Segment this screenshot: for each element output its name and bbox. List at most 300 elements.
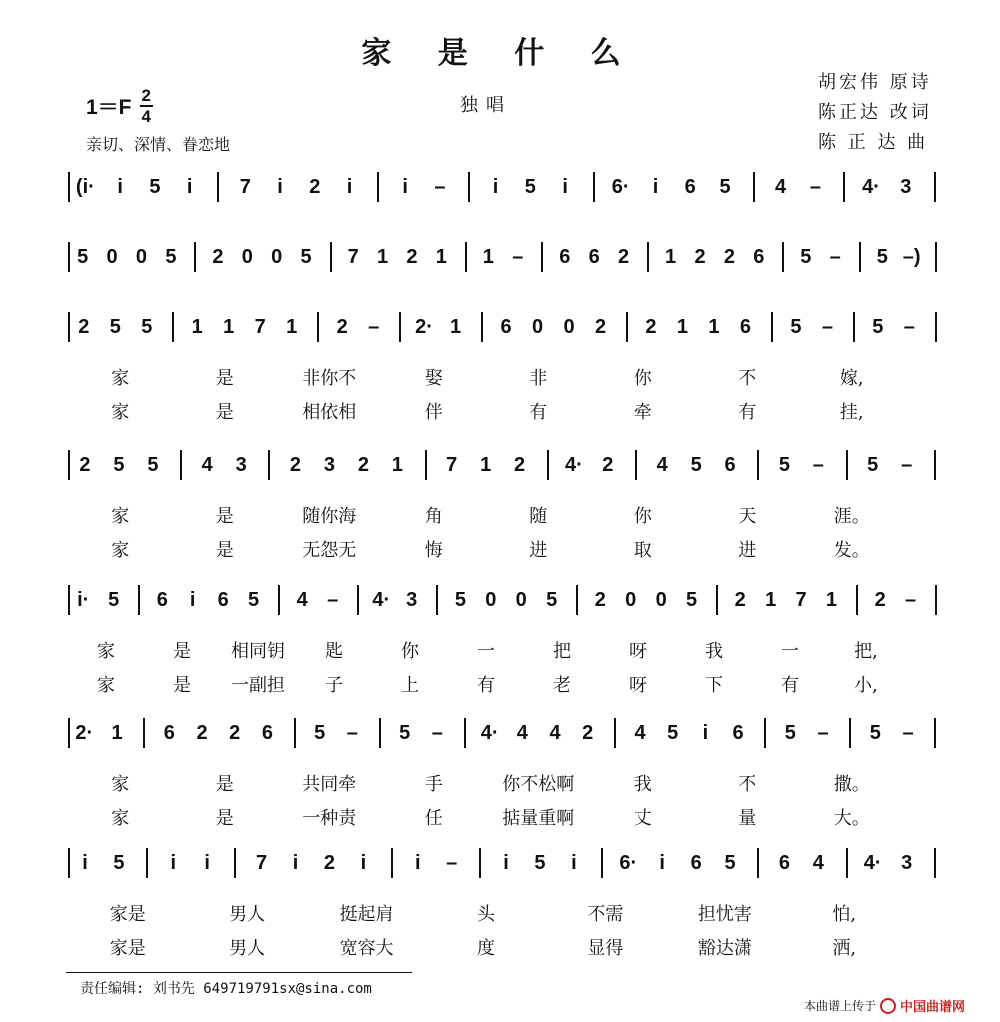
note: i <box>652 176 659 198</box>
bar-line <box>294 718 296 748</box>
lyric-syllable: 小, <box>854 675 878 696</box>
notes-line <box>68 848 944 884</box>
lyric-syllable: 是 <box>215 402 234 423</box>
bar-line <box>234 848 236 878</box>
note: 5 <box>108 589 120 611</box>
tempo-marking: 亲切、深情、眷恋地 <box>86 135 231 154</box>
note: i <box>402 176 408 198</box>
note: 5 <box>109 316 121 338</box>
note: – <box>431 722 443 744</box>
lyric-syllable: 家是 <box>109 904 146 925</box>
note: i <box>82 852 88 874</box>
lyric-syllable: 度 <box>477 938 495 959</box>
note: 1 <box>391 454 403 476</box>
lyric-syllable: 伴 <box>424 402 443 423</box>
lyric-syllable: 男人 <box>229 904 266 925</box>
lyric-syllable: 家 <box>111 402 130 423</box>
note: 3 <box>235 454 247 476</box>
note: – <box>817 722 829 744</box>
notes-line <box>68 585 944 621</box>
note: 1 <box>482 246 494 268</box>
lyric-syllable: 涯。 <box>833 506 870 527</box>
bar-line <box>479 848 481 878</box>
bar-line <box>217 172 219 202</box>
score-row <box>0 585 1000 696</box>
credit-lyrics: 陈正达 改词 <box>818 102 932 123</box>
note: i <box>414 852 421 874</box>
note: – <box>368 316 380 338</box>
note: 0 <box>531 316 544 338</box>
note: i <box>492 176 499 198</box>
lyric-syllable: 是 <box>173 675 191 696</box>
lyric-syllable: 显得 <box>587 938 624 959</box>
bar-line <box>626 312 628 342</box>
bar-line <box>468 172 470 202</box>
note: 6 <box>724 454 736 476</box>
note: 7 <box>795 589 807 611</box>
note: 5 <box>778 454 790 476</box>
lyric-syllable: 任 <box>424 808 443 829</box>
note: 6 <box>739 316 752 338</box>
note: 5 <box>690 454 702 476</box>
bar-line <box>541 242 543 272</box>
bar-line <box>935 585 937 615</box>
note: 2 <box>514 454 526 476</box>
lyric-syllable: 把 <box>553 641 571 662</box>
note: 2 <box>602 454 614 476</box>
bar-line <box>278 585 280 615</box>
note: 2 <box>229 722 241 744</box>
note: 5 <box>399 722 411 744</box>
bar-line <box>934 172 936 202</box>
note: i <box>277 176 283 198</box>
note: – <box>904 589 917 611</box>
bar-line <box>379 718 381 748</box>
note: 4 <box>296 589 308 611</box>
bar-line <box>68 848 70 878</box>
source-prefix: 本曲谱上传于 <box>804 999 877 1013</box>
note: 0 <box>485 589 497 611</box>
note: 1 <box>286 316 298 338</box>
note: 5 <box>546 589 558 611</box>
note: 1 <box>665 246 677 268</box>
note: 5 <box>77 246 89 268</box>
lyric-syllable: 是 <box>215 808 234 829</box>
lyric-syllable: 呀 <box>629 675 647 696</box>
lyric-syllable: 无怨无 <box>302 540 357 561</box>
bar-line <box>436 585 438 615</box>
note: – <box>346 722 358 744</box>
note: – <box>434 176 446 198</box>
note: 5 <box>867 454 879 476</box>
lyric-syllable: 掂量重啊 <box>502 808 575 829</box>
lyric-syllable: 不需 <box>587 904 624 925</box>
note: 5 <box>454 589 466 611</box>
bar-line <box>481 312 483 342</box>
lyric-syllable: 有 <box>738 402 757 423</box>
lyric-syllable: 有 <box>477 675 495 696</box>
note: 0 <box>271 246 283 268</box>
lyric-syllable: 家 <box>111 540 130 561</box>
lyric-syllable: 你 <box>633 506 652 527</box>
lyric-syllable: 头 <box>477 904 495 925</box>
note: 2 <box>734 589 746 611</box>
note: (i· <box>75 176 95 198</box>
lyric-syllable: 宽容大 <box>339 938 394 959</box>
bar-line <box>771 312 773 342</box>
bar-line <box>764 718 766 748</box>
note: 4· <box>480 722 499 744</box>
lyric-syllable: 老 <box>553 675 571 696</box>
note: 2 <box>582 722 594 744</box>
bar-line <box>399 312 401 342</box>
lyric-syllable: 是 <box>215 506 234 527</box>
score-row <box>0 718 1000 829</box>
note: 7 <box>239 176 251 198</box>
lyric-syllable: 牵 <box>633 402 652 423</box>
note: 1 <box>111 722 123 744</box>
note: 2 <box>196 722 208 744</box>
note: 5 <box>667 722 679 744</box>
note: 2 <box>289 454 302 476</box>
bar-line <box>317 312 319 342</box>
note: 2 <box>212 246 224 268</box>
note: i <box>346 176 353 198</box>
note: i <box>571 852 577 874</box>
note: i <box>562 176 568 198</box>
note: – <box>812 454 824 476</box>
note: 2 <box>323 852 335 874</box>
lyric-syllable: 洒, <box>832 938 857 959</box>
note: 5 <box>784 722 796 744</box>
note: 5 <box>872 316 884 338</box>
bar-line <box>593 172 595 202</box>
source-credit <box>804 996 965 1015</box>
note: 4· <box>863 852 882 874</box>
note: 5 <box>149 176 161 198</box>
note: – <box>446 852 458 874</box>
lyric-syllable: 撒。 <box>833 774 870 795</box>
note: 4 <box>516 722 528 744</box>
note: 0 <box>515 589 527 611</box>
lyric-syllable: 悔 <box>424 540 443 561</box>
lyric-syllable: 相依相 <box>302 402 357 423</box>
score-row <box>0 848 1000 959</box>
lyric-syllable: 家 <box>111 368 130 389</box>
note: 0 <box>106 246 118 268</box>
note: 6 <box>684 176 696 198</box>
note: 6 <box>732 722 744 744</box>
note: – <box>902 722 914 744</box>
note: 6 <box>163 722 175 744</box>
bar-line <box>757 848 759 878</box>
note: 5 <box>790 316 802 338</box>
note: 2 <box>594 316 607 338</box>
note: 5 <box>113 852 125 874</box>
note: 7 <box>347 246 359 268</box>
lyric-syllable: 是 <box>215 774 234 795</box>
bar-line <box>68 450 70 480</box>
lyric-syllable: 进 <box>529 540 548 561</box>
note: 1 <box>480 454 492 476</box>
note: 6 <box>559 246 571 268</box>
note: i <box>292 852 299 874</box>
note: 1 <box>676 316 689 338</box>
lyric-syllable: 家是 <box>109 938 146 959</box>
editor-credit: 责任编辑: 刘书先 649719791sx@sina.com <box>80 981 372 997</box>
bar-line <box>753 172 755 202</box>
lyric-syllable: 挂, <box>839 402 864 423</box>
note: 2 <box>694 246 706 268</box>
site-logo: 中国曲谱网 <box>900 1000 966 1015</box>
note: 4· <box>372 589 391 611</box>
lyric-syllable: 角 <box>424 506 443 527</box>
note: 6 <box>690 852 702 874</box>
bar-line <box>464 718 466 748</box>
note: i· <box>77 589 90 611</box>
lyric-syllable: 相同钥 <box>231 641 285 662</box>
bar-line <box>268 450 270 480</box>
bar-line <box>757 450 759 480</box>
lyric-syllable: 随 <box>529 506 548 527</box>
bar-line <box>853 312 855 342</box>
lyric-syllable: 是 <box>215 368 234 389</box>
bar-line <box>180 450 182 480</box>
lyric-syllable: 大。 <box>833 808 870 829</box>
note: – <box>512 246 524 268</box>
bar-line <box>547 450 549 480</box>
lyric-syllable: 下 <box>705 675 723 696</box>
bar-line <box>143 718 145 748</box>
lyric-syllable: 一副担 <box>231 675 285 696</box>
note: 2 <box>309 176 321 198</box>
note: i <box>360 852 367 874</box>
lyric-syllable: 手 <box>424 774 443 795</box>
bar-line <box>843 172 845 202</box>
lyric-syllable: 我 <box>705 641 723 662</box>
bar-line <box>935 242 937 272</box>
lyric-syllable: 进 <box>738 540 757 561</box>
note: 6 <box>156 589 168 611</box>
note: 2 <box>645 316 657 338</box>
bar-line <box>425 450 427 480</box>
song-title: 家 是 什 么 <box>361 36 639 71</box>
bar-line <box>194 242 196 272</box>
bar-line <box>849 718 851 748</box>
bar-line <box>68 312 70 342</box>
lyric-syllable: 嫁, <box>839 368 864 389</box>
note: 5 <box>147 454 159 476</box>
lyric-syllable: 一 <box>781 641 799 662</box>
note: 5 <box>534 852 546 874</box>
bar-line <box>68 172 70 202</box>
note: 5 <box>869 722 881 744</box>
lyric-syllable: 量 <box>738 808 757 829</box>
lyric-syllable: 取 <box>633 540 652 561</box>
note: 5 <box>800 246 812 268</box>
time-denominator: 4 <box>141 107 151 126</box>
note: – <box>809 176 821 198</box>
bar-line <box>68 585 70 615</box>
note: 1 <box>435 246 447 268</box>
note: 4 <box>775 176 787 198</box>
note: 5 <box>685 589 698 611</box>
bar-line <box>716 585 718 615</box>
lyric-syllable: 随你海 <box>302 506 357 527</box>
bar-line <box>782 242 784 272</box>
note: 1 <box>765 589 777 611</box>
note: 3 <box>406 589 418 611</box>
lyric-syllable: 天 <box>738 506 757 527</box>
note: 2 <box>594 589 606 611</box>
note: 5 <box>300 246 312 268</box>
note: –) <box>902 246 921 268</box>
note: 5 <box>165 246 177 268</box>
note: – <box>903 316 915 338</box>
note: 2· <box>415 316 433 338</box>
bar-line <box>934 450 936 480</box>
note: 2 <box>406 246 418 268</box>
note: 3 <box>900 176 912 198</box>
lyric-syllable: 家 <box>111 808 130 829</box>
lyric-syllable: 有 <box>781 675 799 696</box>
note: 2 <box>874 589 886 611</box>
note: 0 <box>563 316 575 338</box>
lyric-syllable: 是 <box>173 641 191 662</box>
notes-line <box>68 312 944 348</box>
bar-line <box>934 718 936 748</box>
note: 1 <box>825 589 838 611</box>
score-row <box>0 450 1000 561</box>
note: 3 <box>323 454 335 476</box>
note: 5 <box>113 454 125 476</box>
bar-line <box>859 242 861 272</box>
bar-line <box>146 848 148 878</box>
note: 5 <box>524 176 536 198</box>
lyric-syllable: 家 <box>111 506 130 527</box>
notes-line <box>68 242 944 278</box>
score-row <box>0 312 1000 423</box>
bar-line <box>68 242 70 272</box>
lyric-syllable: 上 <box>401 675 419 696</box>
notes-line <box>68 172 944 208</box>
note: 6 <box>778 852 790 874</box>
note: – <box>829 246 841 268</box>
lyric-syllable: 你 <box>633 368 652 389</box>
note: i <box>503 852 509 874</box>
note: 1 <box>708 316 720 338</box>
note: 4 <box>201 454 213 476</box>
lyric-syllable: 一 <box>477 641 495 662</box>
note: 5 <box>876 246 888 268</box>
note: 6 <box>217 589 229 611</box>
bar-line <box>647 242 649 272</box>
site-logo-icon <box>880 998 896 1014</box>
note: 5 <box>247 589 260 611</box>
note: 0 <box>625 589 637 611</box>
performance-type: 独唱 <box>460 95 512 116</box>
lyric-syllable: 非你不 <box>302 368 357 389</box>
bar-line <box>377 172 379 202</box>
score-row <box>0 172 1000 232</box>
lyric-syllable: 娶 <box>424 368 443 389</box>
credits <box>818 68 932 158</box>
time-numerator: 2 <box>141 86 151 105</box>
bar-line <box>856 585 858 615</box>
lyric-syllable: 担忧害 <box>697 904 752 925</box>
note: i <box>186 176 193 198</box>
bar-line <box>635 450 637 480</box>
bar-line <box>846 848 848 878</box>
notes-line <box>68 450 944 486</box>
score-row <box>0 242 1000 302</box>
lyric-syllable: 男人 <box>229 938 266 959</box>
note: – <box>821 316 833 338</box>
note: 0 <box>655 589 667 611</box>
bar-line <box>846 450 848 480</box>
lyric-syllable: 子 <box>325 675 343 696</box>
note: 4 <box>549 722 561 744</box>
note: 2 <box>357 454 369 476</box>
lyric-syllable: 是 <box>215 540 234 561</box>
note: 1 <box>191 316 203 338</box>
lyric-syllable: 发。 <box>833 540 870 561</box>
note: i <box>170 852 177 874</box>
bar-line <box>357 585 359 615</box>
note: i <box>189 589 196 611</box>
bar-line <box>465 242 467 272</box>
note: 2· <box>75 722 94 744</box>
lyric-syllable: 非 <box>529 368 548 389</box>
bar-line <box>138 585 140 615</box>
lyric-syllable: 家 <box>111 774 130 795</box>
note: 6· <box>611 176 630 198</box>
credit-original-poem: 胡宏伟 原诗 <box>818 72 932 93</box>
note: 4· <box>862 176 880 198</box>
bar-line <box>576 585 578 615</box>
lyric-syllable: 把, <box>854 641 878 662</box>
note: 2 <box>78 316 90 338</box>
note: 7 <box>254 316 266 338</box>
note: 0 <box>135 246 148 268</box>
note: 2 <box>618 246 630 268</box>
lyric-syllable: 不 <box>738 368 757 389</box>
key-label: 1＝F <box>86 96 132 119</box>
bar-line <box>935 312 937 342</box>
note: 0 <box>241 246 253 268</box>
lyric-syllable: 豁达潇 <box>697 938 752 959</box>
note: 6 <box>753 246 765 268</box>
lyric-syllable: 匙 <box>325 641 343 662</box>
note: 6 <box>500 316 512 338</box>
note: 5 <box>314 722 326 744</box>
bar-line <box>934 848 936 878</box>
lyric-syllable: 你 <box>401 641 419 662</box>
note: 6 <box>261 722 273 744</box>
note: 6· <box>619 852 638 874</box>
note: 4· <box>565 454 583 476</box>
lyric-syllable: 家 <box>97 641 115 662</box>
note: 7 <box>255 852 268 874</box>
note: 4 <box>812 852 824 874</box>
footer-divider <box>66 972 412 973</box>
lyric-syllable: 怕, <box>832 904 857 925</box>
lyric-syllable: 我 <box>633 774 652 795</box>
note: 2 <box>336 316 348 338</box>
note: 5 <box>724 852 736 874</box>
lyric-syllable: 你不松啊 <box>502 774 575 795</box>
note: 1 <box>450 316 462 338</box>
